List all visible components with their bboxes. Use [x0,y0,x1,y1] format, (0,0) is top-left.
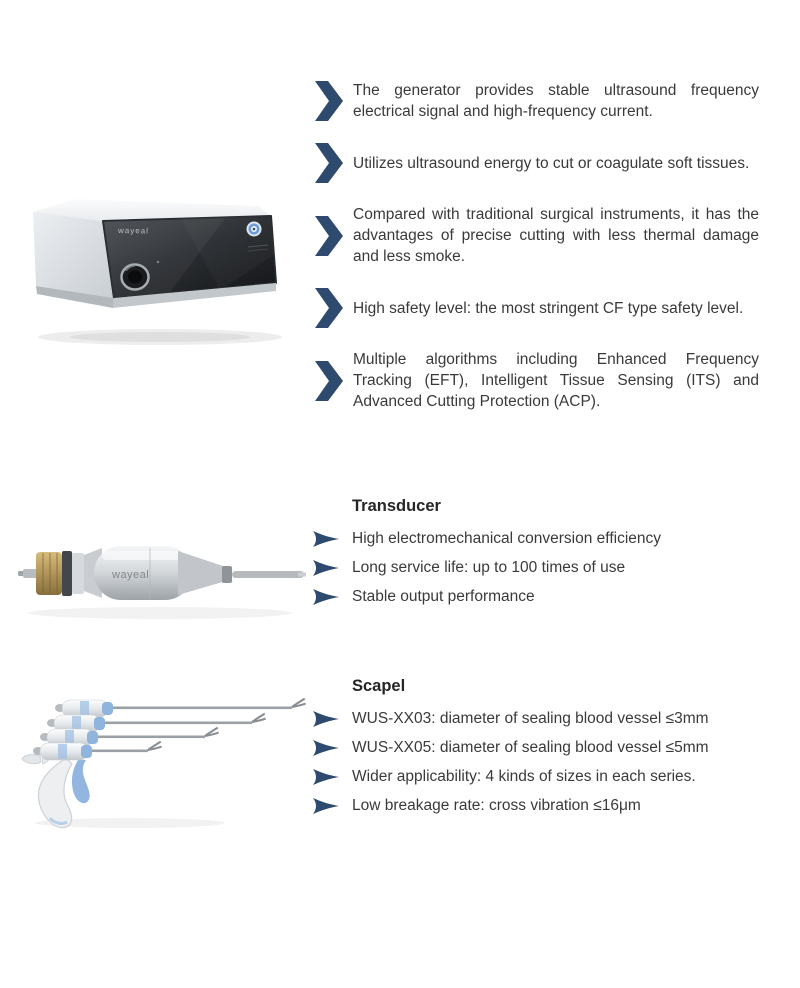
section-heading: Scapel [352,677,406,695]
generator-image [20,185,310,355]
feature-text: Wider applicability: 4 kinds of sizes in each series. [352,767,696,785]
scalpel-instrument [22,742,162,828]
neck-ring [222,566,232,583]
feature-item [313,582,760,611]
feature-text: Compared with traditional surgical instruments, it has the advantages of precise cutting with less thermal damage and less smoke. [353,206,759,265]
generator-left-face [33,212,114,298]
transducer-logo: wayeal [112,569,150,581]
feature-item [313,524,760,553]
feature-text: Long service life: up to 100 times of use [352,558,626,576]
transducer-socket-icon [122,265,149,290]
feature-text: The generator provides stable ultrasound frequency electrical signal and high-frequency current. [353,82,759,120]
transducer-section [313,496,760,611]
arrowhead-right-icon [313,797,340,815]
feature-text: WUS-XX03: diameter of sealing blood vessel ≤3mm [352,709,709,727]
scapel-section [313,676,760,820]
feature-text: High electromechanical conversion efficiency [352,529,662,547]
feature-item [313,553,760,582]
feature-item [313,762,760,791]
gold-connector [36,552,62,595]
chevron-right-icon [313,361,343,401]
arrowhead-right-icon [313,768,340,786]
feature-item [313,704,760,733]
feature-text: Stable output performance [352,587,535,605]
feature-item [313,204,760,267]
generator-features [313,80,760,433]
feature-item [313,349,760,412]
chevron-right-icon [313,81,343,121]
arrowhead-right-icon [313,588,340,606]
arrowhead-right-icon [313,559,340,577]
chevron-right-icon [313,143,343,183]
feature-text: Multiple algorithms including Enhanced Frequency Tracking (EFT), Intelligent Tissue Sensing (ITS) and Advanced Cutting Protection (ACP). [353,351,759,410]
connector-ring [62,551,72,596]
arrowhead-right-icon [313,710,340,728]
generator-logo: wayeal [117,226,150,236]
section-heading: Transducer [352,497,441,515]
feature-text: High safety level: the most stringent CF type safety level. [353,299,744,317]
transducer-shadow [28,607,292,619]
arrowhead-right-icon [313,530,340,548]
feature-item [313,80,760,122]
feature-item [313,288,760,328]
feature-item [313,791,760,820]
feature-item [313,733,760,762]
feature-text: Low breakage rate: cross vibration ≤16μm [352,796,641,814]
cable [232,571,304,578]
transducer-image [10,520,310,630]
scalpels-image [20,690,310,830]
chevron-right-icon [313,216,343,256]
chevron-right-icon [313,288,343,328]
feature-item [313,143,760,183]
feature-text: WUS-XX05: diameter of sealing blood vessel ≤5mm [352,738,709,756]
power-button-icon [247,222,262,237]
arrowhead-right-icon [313,739,340,757]
feature-text: Utilizes ultrasound energy to cut or coagulate soft tissues. [353,154,750,172]
